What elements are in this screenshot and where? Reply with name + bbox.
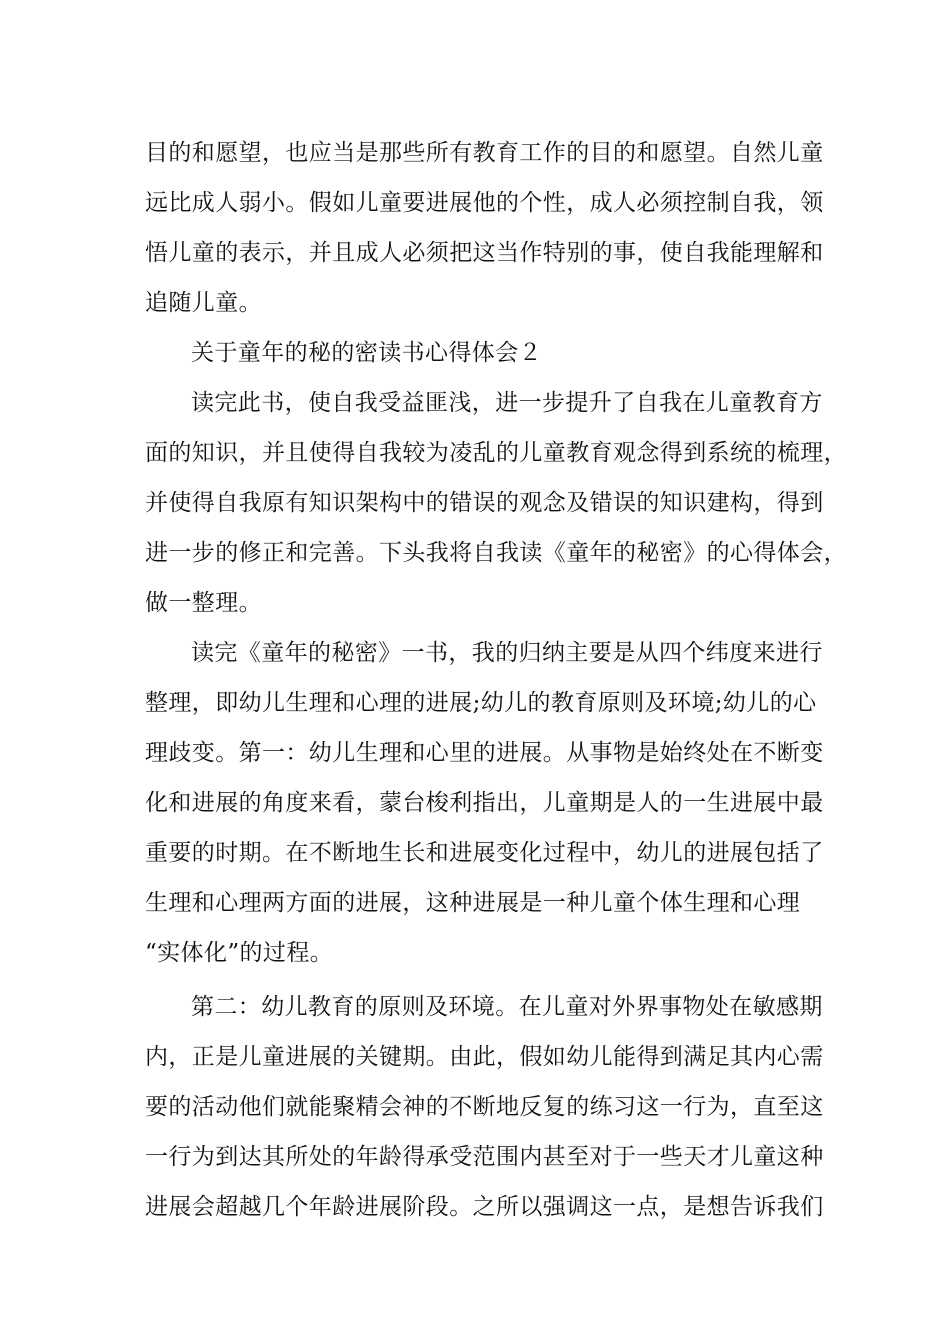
paragraph-intro [145,378,847,628]
text-line: 化和进展的角度来看，蒙台梭利指出，儿童期是人的一生进展中最 [145,790,824,816]
text-line: 进展会超越几个年龄进展阶段。之所以强调这一点，是想告诉我们 [145,1194,824,1220]
text-line: 理歧变。第一：幼儿生理和心里的进展。从事物是始终处在不断变 [145,740,824,766]
text-line: 一行为到达其所处的年龄得承受范围内甚至对于一些天才儿童这种 [145,1144,824,1170]
text-line: 远比成人弱小。假如儿童要进展他的个性，成人必须控制自我，领 [145,190,824,216]
paragraph-summary [145,628,825,978]
text-line: 整理，即幼儿生理和心理的进展;幼儿的教育原则及环境;幼儿的心 [145,690,817,716]
text-line: 做一整理。 [145,590,262,616]
text-line: 进一步的修正和完善。下头我将自我读《童年的秘密》的心得体会， [145,540,847,566]
paragraph-principles [145,982,825,1232]
text-line: 第二：幼儿教育的原则及环境。在儿童对外界事物处在敏感期 [191,994,823,1020]
text-line: 读完《童年的秘密》一书，我的归纳主要是从四个纬度来进行 [191,640,823,666]
text-line: 内，正是儿童进展的关键期。由此，假如幼儿能得到满足其内心需 [145,1044,824,1070]
text-line: 追随儿童。 [145,290,262,316]
text-line: “实体化”的过程。 [145,940,334,966]
section-title-block [145,328,825,378]
text-line: 悟儿童的表示，并且成人必须把这当作特别的事，使自我能理解和 [145,240,824,266]
document-body [145,128,847,1232]
text-line: 生理和心理两方面的进展，这种进展是一种儿童个体生理和心理 [145,890,801,916]
text-line: 目的和愿望，也应当是那些所有教育工作的目的和愿望。自然儿童 [145,140,824,166]
text-line: 要的活动他们就能聚精会神的不断地反复的练习这一行为，直至这 [145,1094,824,1120]
section-title: 关于童年的秘的密读书心得体会２ [191,340,542,366]
paragraph-continued [145,128,825,328]
text-line: 重要的时期。在不断地生长和进展变化过程中，幼儿的进展包括了 [145,840,824,866]
text-line: 并使得自我原有知识架构中的错误的观念及错误的知识建构，得到 [145,490,824,516]
text-line: 面的知识，并且使得自我较为凌乱的儿童教育观念得到系统的梳理， [145,440,847,466]
text-line: 读完此书，使自我受益匪浅，进一步提升了自我在儿童教育方 [191,390,823,416]
